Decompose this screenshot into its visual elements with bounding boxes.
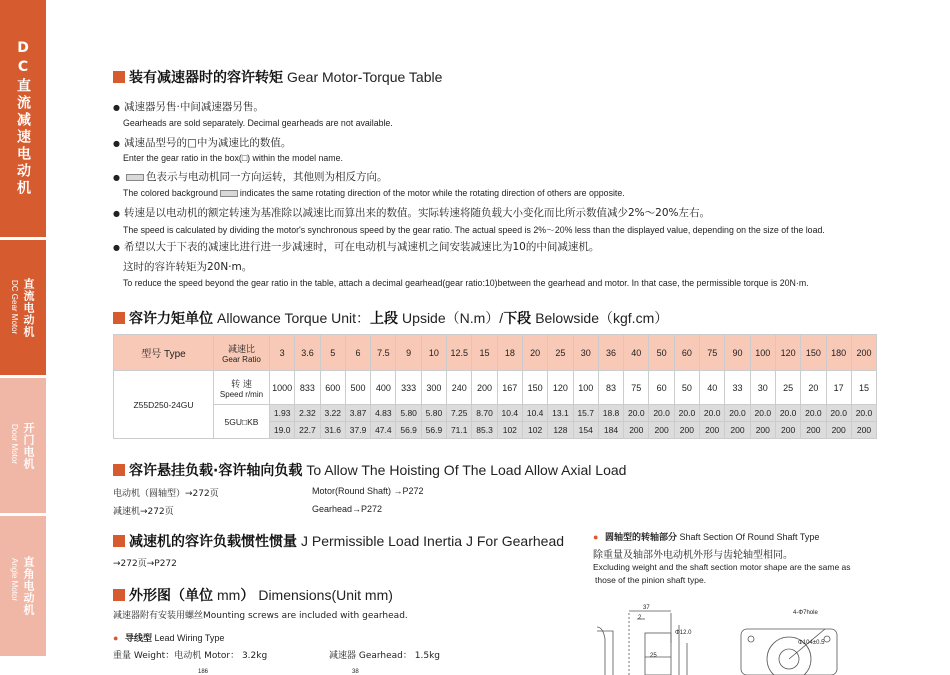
speed-cell: 300 bbox=[421, 371, 446, 405]
note-cn: ● 减速品型号的□中为减速比的数值。 bbox=[113, 135, 291, 150]
speed-cell: 30 bbox=[750, 371, 775, 405]
color-swatch bbox=[126, 174, 144, 181]
side-tab-label: 直角电动机 bbox=[22, 556, 35, 616]
section-heading-inertia: 减速机的容许负载惯性惯量 J Permissible Load Inertia J For Gearhead bbox=[113, 531, 564, 551]
torque-kgf-cell: 200 bbox=[750, 422, 775, 439]
torque-nm-row bbox=[114, 405, 877, 422]
torque-kgf-cell: 56.9 bbox=[396, 422, 421, 439]
torque-kgf-cell: 85.3 bbox=[472, 422, 497, 439]
speed-cell: 200 bbox=[472, 371, 497, 405]
load-ref-cn: 电动机（圆轴型）→272页 bbox=[113, 489, 219, 499]
torque-kgf-cell: 200 bbox=[801, 422, 826, 439]
speed-label: 转 速 Speed r/min bbox=[214, 371, 270, 405]
load-ref-en: Gearhead→P272 bbox=[312, 504, 383, 514]
speed-cell: 50 bbox=[674, 371, 699, 405]
note-en: Enter the gear ratio in the box(□) within the model name. bbox=[123, 153, 343, 163]
section-marker bbox=[113, 71, 125, 83]
gear-ratio-cell: 10 bbox=[421, 335, 446, 371]
speed-cell: 75 bbox=[624, 371, 649, 405]
dim-label: 186 bbox=[198, 669, 209, 675]
torque-kgf-cell: 128 bbox=[548, 422, 573, 439]
speed-cell: 60 bbox=[649, 371, 674, 405]
torque-kgf-cell: 184 bbox=[598, 422, 623, 439]
gear-ratio-cell: 36 bbox=[598, 335, 623, 371]
speed-cell: 33 bbox=[725, 371, 750, 405]
speed-cell: 1000 bbox=[270, 371, 295, 405]
note-cn: 这时的容许转矩为20N·m。 bbox=[123, 261, 253, 273]
speed-cell: 833 bbox=[295, 371, 320, 405]
torque-nm-cell: 3.22 bbox=[320, 405, 345, 422]
note-cn: ● 转速是以电动机的额定转速为基准除以减速比而算出来的数值。实际转速将随负载大小变化而比所示数值减少2%～20%左右。 bbox=[113, 205, 710, 220]
gear-ratio-cell: 12.5 bbox=[447, 335, 472, 371]
speed-cell: 600 bbox=[320, 371, 345, 405]
torque-kgf-cell: 37.9 bbox=[345, 422, 370, 439]
speed-cell: 20 bbox=[801, 371, 826, 405]
note-en: The colored background indicates the same rotating direction of the motor while the rotating direction of others are opposite. bbox=[123, 188, 625, 198]
gearhead-model-cell: 5GU□KB bbox=[214, 405, 270, 439]
speed-cell: 167 bbox=[497, 371, 522, 405]
section-marker bbox=[113, 464, 125, 476]
torque-nm-cell: 10.4 bbox=[497, 405, 522, 422]
gear-ratio-cell: 3 bbox=[270, 335, 295, 371]
torque-nm-cell: 5.80 bbox=[421, 405, 446, 422]
torque-kgf-cell: 200 bbox=[775, 422, 800, 439]
section-marker bbox=[113, 535, 125, 547]
torque-kgf-cell: 71.1 bbox=[447, 422, 472, 439]
load-ref-cn: 减速机→272页 bbox=[113, 507, 174, 517]
side-tab-label: DC直流减速电动机 bbox=[15, 40, 31, 197]
dim-label: Φ104±0.5 bbox=[798, 640, 825, 646]
section-heading-dimensions: 外形图（单位 mm ） Dimensions(Unit mm) bbox=[113, 585, 393, 605]
side-navigation bbox=[0, 0, 46, 675]
torque-nm-cell: 13.1 bbox=[548, 405, 573, 422]
torque-nm-cell: 20.0 bbox=[750, 405, 775, 422]
wiring-type-label: ● 导线型 Lead Wiring Type bbox=[113, 633, 225, 644]
shaft-note-en: those of the pinion shaft type. bbox=[595, 575, 707, 585]
dim-label: 2 bbox=[638, 615, 642, 621]
speed-cell: 40 bbox=[700, 371, 725, 405]
torque-kgf-cell: 19.0 bbox=[270, 422, 295, 439]
shaft-heading: ● 圆轴型的转轴部分 Shaft Section Of Round Shaft Type bbox=[593, 532, 820, 543]
header-model-type: 型号 Type bbox=[114, 335, 214, 371]
side-tab-dc-motor[interactable] bbox=[0, 240, 46, 375]
gear-ratio-cell: 100 bbox=[750, 335, 775, 371]
torque-table bbox=[113, 334, 877, 439]
gear-ratio-cell: 18 bbox=[497, 335, 522, 371]
gear-ratio-cell: 5 bbox=[320, 335, 345, 371]
torque-nm-cell: 20.0 bbox=[700, 405, 725, 422]
note-en: To reduce the speed beyond the gear ratio in the table, attach a decimal gearhead(gear ratio:10)between the gearhead and motor. In that case, the permissible torque is 20N·m. bbox=[123, 278, 809, 288]
gear-ratio-cell: 6 bbox=[345, 335, 370, 371]
shaft-note-cn: 除重量及轴部外电动机外形与齿轮轴型相同。 bbox=[593, 550, 793, 561]
gear-ratio-cell: 150 bbox=[801, 335, 826, 371]
side-tab-label: 开门电机 bbox=[22, 421, 35, 470]
gear-ratio-cell: 15 bbox=[472, 335, 497, 371]
torque-nm-cell: 4.83 bbox=[371, 405, 396, 422]
torque-kgf-cell: 22.7 bbox=[295, 422, 320, 439]
gear-ratio-cell: 50 bbox=[649, 335, 674, 371]
heading-cn: 装有减速器时的容许转矩 bbox=[129, 70, 283, 86]
torque-kgf-cell: 31.6 bbox=[320, 422, 345, 439]
speed-cell: 500 bbox=[345, 371, 370, 405]
torque-kgf-cell: 200 bbox=[700, 422, 725, 439]
speed-cell: 15 bbox=[851, 371, 876, 405]
torque-nm-cell: 20.0 bbox=[826, 405, 851, 422]
speed-cell: 100 bbox=[573, 371, 598, 405]
side-tab-label-en: DC Gear Motor bbox=[10, 279, 19, 334]
gear-ratio-cell: 120 bbox=[775, 335, 800, 371]
heading-en: Gear Motor-Torque Table bbox=[287, 69, 443, 85]
gear-ratio-cell: 7.5 bbox=[371, 335, 396, 371]
gear-ratio-cell: 30 bbox=[573, 335, 598, 371]
gear-ratio-cell: 75 bbox=[700, 335, 725, 371]
speed-cell: 83 bbox=[598, 371, 623, 405]
section-marker bbox=[113, 312, 125, 324]
speed-cell: 333 bbox=[396, 371, 421, 405]
dim-label: 37 bbox=[643, 605, 650, 611]
torque-kgf-cell: 102 bbox=[522, 422, 547, 439]
shaft-note-en: Excluding weight and the shaft section motor shape are the same as bbox=[593, 562, 851, 572]
weight-gearhead: 减速器 Gearhead： 1.5kg bbox=[329, 651, 440, 661]
speed-cell: 240 bbox=[447, 371, 472, 405]
note-cn: ● 色表示与电动机同一方向运转，其他则为相反方向。 bbox=[113, 169, 387, 184]
dimensions-note: 减速器附有安装用螺丝Mounting screws are included with gearhead. bbox=[113, 611, 408, 621]
torque-nm-cell: 20.0 bbox=[624, 405, 649, 422]
gear-ratio-cell: 40 bbox=[624, 335, 649, 371]
header-gear-ratio: 减速比 Gear Ratio bbox=[214, 335, 270, 371]
gear-ratio-cell: 20 bbox=[522, 335, 547, 371]
side-tab-label-en: Door Motor bbox=[10, 423, 19, 464]
side-tab-dc-gear-motor[interactable] bbox=[0, 0, 46, 237]
torque-kgf-cell: 200 bbox=[649, 422, 674, 439]
model-name-cell: Z55D250-24GU bbox=[114, 371, 214, 439]
torque-nm-cell: 20.0 bbox=[775, 405, 800, 422]
torque-nm-cell: 2.32 bbox=[295, 405, 320, 422]
torque-nm-cell: 1.93 bbox=[270, 405, 295, 422]
speed-cell: 150 bbox=[522, 371, 547, 405]
side-tab-angle-motor[interactable] bbox=[0, 516, 46, 656]
speed-cell: 17 bbox=[826, 371, 851, 405]
torque-kgf-cell: 154 bbox=[573, 422, 598, 439]
torque-nm-cell: 20.0 bbox=[725, 405, 750, 422]
section-heading-torque-table bbox=[113, 67, 442, 87]
gear-ratio-cell: 25 bbox=[548, 335, 573, 371]
color-swatch bbox=[220, 190, 238, 197]
gear-ratio-cell: 90 bbox=[725, 335, 750, 371]
torque-nm-cell: 3.87 bbox=[345, 405, 370, 422]
gear-ratio-cell: 200 bbox=[851, 335, 876, 371]
torque-kgf-cell: 200 bbox=[851, 422, 876, 439]
torque-kgf-cell: 200 bbox=[624, 422, 649, 439]
side-tab-label: 直流电动机 bbox=[22, 277, 35, 338]
torque-nm-cell: 15.7 bbox=[573, 405, 598, 422]
gear-ratio-cell: 3.6 bbox=[295, 335, 320, 371]
dim-label: 25 bbox=[650, 653, 657, 659]
torque-kgf-cell: 56.9 bbox=[421, 422, 446, 439]
torque-kgf-cell: 200 bbox=[725, 422, 750, 439]
gear-ratio-cell: 9 bbox=[396, 335, 421, 371]
dim-label: 4-Φ7hole bbox=[793, 610, 818, 616]
note-en: The speed is calculated by dividing the motor's synchronous speed by the gear ratio. The actual speed is 2%～20% less than the displayed value, depending on the size of the load. bbox=[123, 225, 825, 235]
torque-nm-cell: 5.80 bbox=[396, 405, 421, 422]
gear-ratio-cell: 60 bbox=[674, 335, 699, 371]
speed-row bbox=[114, 371, 877, 405]
speed-cell: 400 bbox=[371, 371, 396, 405]
note-en: Gearheads are sold separately. Decimal gearheads are not available. bbox=[123, 118, 393, 128]
torque-nm-cell: 18.8 bbox=[598, 405, 623, 422]
torque-nm-cell: 10.4 bbox=[522, 405, 547, 422]
section-heading-load: 容许悬挂负载·容许轴向负载 To Allow The Hoisting Of The Load Allow Axial Load bbox=[113, 460, 626, 480]
section-marker bbox=[113, 589, 125, 601]
gear-ratio-cell: 180 bbox=[826, 335, 851, 371]
torque-nm-cell: 8.70 bbox=[472, 405, 497, 422]
dim-label: Φ12.0 bbox=[675, 630, 692, 636]
note-cn: ● 希望以大于下表的减速比进行进一步减速时，可在电动机与减速机之间安装减速比为10的中间减速机。 bbox=[113, 239, 599, 254]
weight-motor: 重量 Weight：电动机 Motor： 3.2kg bbox=[113, 651, 268, 661]
dim-label: 38 bbox=[352, 669, 359, 675]
torque-kgf-cell: 200 bbox=[826, 422, 851, 439]
inertia-ref: →272页→P272 bbox=[113, 559, 177, 569]
side-tab-label-en: Angle Motor bbox=[10, 558, 19, 602]
torque-nm-cell: 20.0 bbox=[801, 405, 826, 422]
torque-nm-cell: 20.0 bbox=[674, 405, 699, 422]
torque-kgf-cell: 47.4 bbox=[371, 422, 396, 439]
table-header-row bbox=[114, 335, 877, 371]
speed-cell: 25 bbox=[775, 371, 800, 405]
note-cn: ● 减速器另售·中间减速器另售。 bbox=[113, 99, 264, 114]
side-tab-door-motor[interactable] bbox=[0, 378, 46, 513]
shaft-dimension-drawing bbox=[593, 603, 893, 675]
torque-nm-cell: 20.0 bbox=[649, 405, 674, 422]
section-heading-allowance-torque: 容许力矩单位 Allowance Torque Unit： 上段 Upside（N.m）/ 下段 Belowside（kgf.cm） bbox=[113, 308, 668, 328]
load-ref-en: Motor(Round Shaft) →P272 bbox=[312, 486, 424, 496]
speed-cell: 120 bbox=[548, 371, 573, 405]
torque-kgf-cell: 102 bbox=[497, 422, 522, 439]
torque-nm-cell: 20.0 bbox=[851, 405, 876, 422]
torque-nm-cell: 7.25 bbox=[447, 405, 472, 422]
torque-kgf-cell: 200 bbox=[674, 422, 699, 439]
